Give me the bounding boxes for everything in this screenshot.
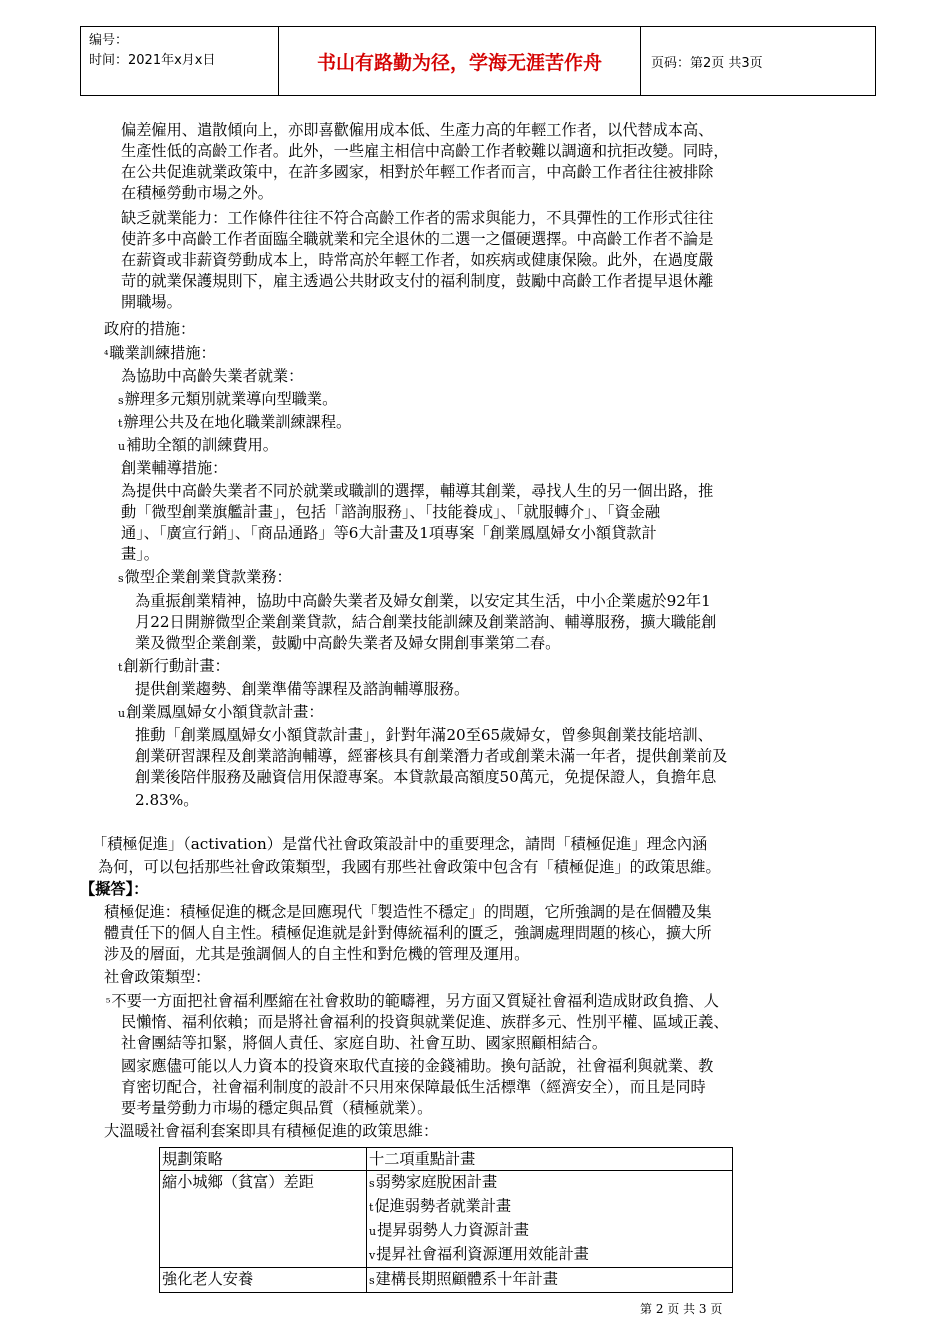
text-line: 缺乏就業能力：工作條件往往不符合高齡工作者的需求與能力，不具彈性的工作形式往往 [121,209,714,227]
plan-item [369,1171,730,1195]
list-item [118,702,324,724]
plan-item [369,1195,730,1219]
text-line: 為協助中高齡失業者就業： [121,367,304,385]
document-number-label: 编号： [89,33,129,48]
plans-cell [367,1268,733,1293]
text-line: 積極促進：積極促進的概念是回應現代「製造性不穩定」的問題，它所強調的是在個體及集 [104,903,712,921]
text-line: 業及微型企業創業，鼓勵中高齡失業者及婦女開創事業第二春。 [135,634,561,652]
subsection-heading-text: 職業訓練措施： [109,344,216,362]
text-line: 動「微型創業旗艦計畫」，包括「諮詢服務」、「技能養成」、「就服轉介」、「資金融 [121,503,661,521]
list-marker: s [369,1274,375,1287]
list-item-text: 辦理公共及在地化職業訓練課程。 [123,413,352,431]
table-header-cell: 十二項重點計畫 [367,1148,733,1171]
list-marker: v [369,1249,376,1262]
text-line: 畫」。 [121,545,159,563]
section-heading: 政府的措施： [104,320,196,338]
subsection-heading: 創業輔導措施： [121,459,228,477]
plans-cell [367,1171,733,1268]
text-line: 2.83%。 [135,791,199,809]
text-line: 在積極勞動市場之外。 [121,184,273,202]
list-item [118,435,278,457]
list-marker: u [118,707,126,720]
list-marker: u [118,440,126,453]
plan-item [369,1219,730,1243]
list-item-text: 補助全額的訓練費用。 [126,436,278,454]
text-line: 提供創業趨勢、創業準備等課程及諮詢輔導服務。 [135,680,470,698]
text-line: 民懶惰、福利依賴；而是將社會福利的投資與就業促進、族群多元、性別平權、區域正義、 [121,1013,729,1031]
strategy-cell: 強化老人安養 [160,1268,367,1293]
text-line: 推動「創業鳳凰婦女小額貸款計畫」，針對年滿20至65歲婦女，曾參與創業技能培訓、 [135,726,713,744]
strategy-cell: 縮小城鄉（貧富）差距 [160,1171,367,1268]
text-line: 國家應儘可能以人力資本的投資來取代直接的金錢補助。換句話說，社會福利與就業、教 [121,1057,714,1075]
text-line: 生產性低的高齡工作者。此外，一些雇主相信中高齡工作者較難以調適和抗拒改變。同時， [121,142,729,160]
text-line: 涉及的層面，尤其是強調個人的自主性和對危機的管理及運用。 [104,945,530,963]
list-marker: t [118,417,123,430]
page-footer: 第 2 页 共 3 页 [640,1302,723,1316]
list-marker: s [369,1177,375,1190]
list-item [118,412,351,434]
text-line: 社會團結等扣緊，將個人責任、家庭自助、社會互助、國家照顧相結合。 [121,1034,607,1052]
text-line: 偏差僱用、遣散傾向上，亦即喜歡僱用成本低、生產力高的年輕工作者，以代替成本高、 [121,121,714,139]
plan-item [369,1268,730,1292]
table-header-cell: 規劃策略 [160,1148,367,1171]
section-heading: 社會政策類型： [104,968,211,986]
answer-label: 【擬答】： [80,880,149,898]
plan-item-text: 促進弱勢者就業計畫 [374,1197,512,1215]
list-item-text: 不要一方面把社會福利壓縮在社會救助的範疇裡，另方面又質疑社會福利造成財政負擔、人 [111,992,719,1010]
text-line: 育密切配合，社會福利制度的設計不只用來保障最低生活標準（經濟安全），而且是同時 [121,1078,706,1096]
list-item [106,991,719,1013]
plan-item [369,1243,730,1267]
list-marker: t [369,1201,374,1214]
page-header [80,26,876,96]
text-line: 創業研習課程及創業諮詢輔導，經審核具有創業潛力者或創業未滿一年者，提供創業前及 [135,747,728,765]
list-item [118,567,292,589]
text-line: 為提供中高齡失業者不同於就業或職訓的選擇，輔導其創業，尋找人生的另一個出路，推 [121,482,714,500]
header-meta [81,27,279,95]
plan-item-text: 弱勢家庭脫困計畫 [375,1173,498,1191]
list-marker: s [118,572,124,585]
text-line: 通」、「廣宣行銷」、「商品通路」等6大計畫及1項專案「創業鳳凰婦女小額貸款計 [121,524,657,542]
text-line: 使許多中高齡工作者面臨全職就業和完全退休的二選一之僵硬選擇。中高齡工作者不論是 [121,230,714,248]
question-line: 為何，可以包括那些社會政策類型，我國有那些社會政策中包含有「積極促進」的政策思維。 [98,858,721,876]
text-line: 在公共促進就業政策中，在許多國家，相對於年輕工作者而言，中高齡工作者往往被排除 [121,163,714,181]
text-line: 體責任下的個人自主性。積極促進就是針對傳統福利的匱乏，強調處理問題的核心，擴大所 [104,924,712,942]
text-line: 苛的就業保護規則下，雇主透過公共財政支付的福利制度，鼓勵中高齡工作者提早退休離 [121,272,714,290]
welfare-plan-table [159,1147,733,1293]
list-item-text: 創業鳳凰婦女小額貸款計畫： [126,703,324,721]
text-line: 為重振創業精神，協助中高齡失業者及婦女創業，以安定其生活，中小企業處於92年1 [135,592,711,610]
document-time-label: 时间：2021年x月x日 [89,53,216,68]
question-line: 「積極促進」（activation）是當代社會政策設計中的重要理念，請問「積極促進」理念內涵 [92,835,708,853]
list-item-text: 辦理多元類別就業導向型職業。 [124,390,338,408]
header-page-info: 页码：第2页 共3页 [651,55,763,71]
list-marker: ⁴ [104,348,109,361]
list-marker: s [118,394,124,407]
list-item-text: 微型企業創業貸款業務： [124,568,292,586]
table-row [160,1171,733,1268]
plan-item-text: 提昇弱勢人力資源計畫 [377,1221,529,1239]
table-header-row [160,1148,733,1171]
plan-item-text: 提昇社會福利資源運用效能計畫 [376,1245,589,1263]
plan-item-text: 建構長期照顧體系十年計畫 [375,1270,558,1288]
subsection-heading [104,343,216,365]
header-motto: 书山有路勤为径，学海无涯苦作舟 [279,27,641,95]
list-item-text: 創新行動計畫： [123,657,230,675]
list-item [118,389,337,411]
table-row [160,1268,733,1293]
list-item [118,656,230,678]
list-marker: u [369,1225,377,1238]
text-line: 要考量勞動力市場的穩定與品質（積極就業）。 [121,1099,433,1117]
list-marker: t [118,661,123,674]
text-line: 開職場。 [121,293,182,311]
list-marker: ⁵ [106,996,111,1009]
text-line: 在薪資或非薪資勞動成本上，時常高於年輕工作者，如疾病或健康保險。此外，在過度嚴 [121,251,714,269]
text-line: 月22日開辦微型企業創業貸款，結合創業技能訓練及創業諮詢、輔導服務，擴大職能創 [135,613,717,631]
table-caption: 大溫暖社會福利套案即具有積極促進的政策思維： [104,1122,439,1140]
text-line: 創業後陪伴服務及融資信用保證專案。本貸款最高額度50萬元，免提保證人，負擔年息 [135,768,717,786]
